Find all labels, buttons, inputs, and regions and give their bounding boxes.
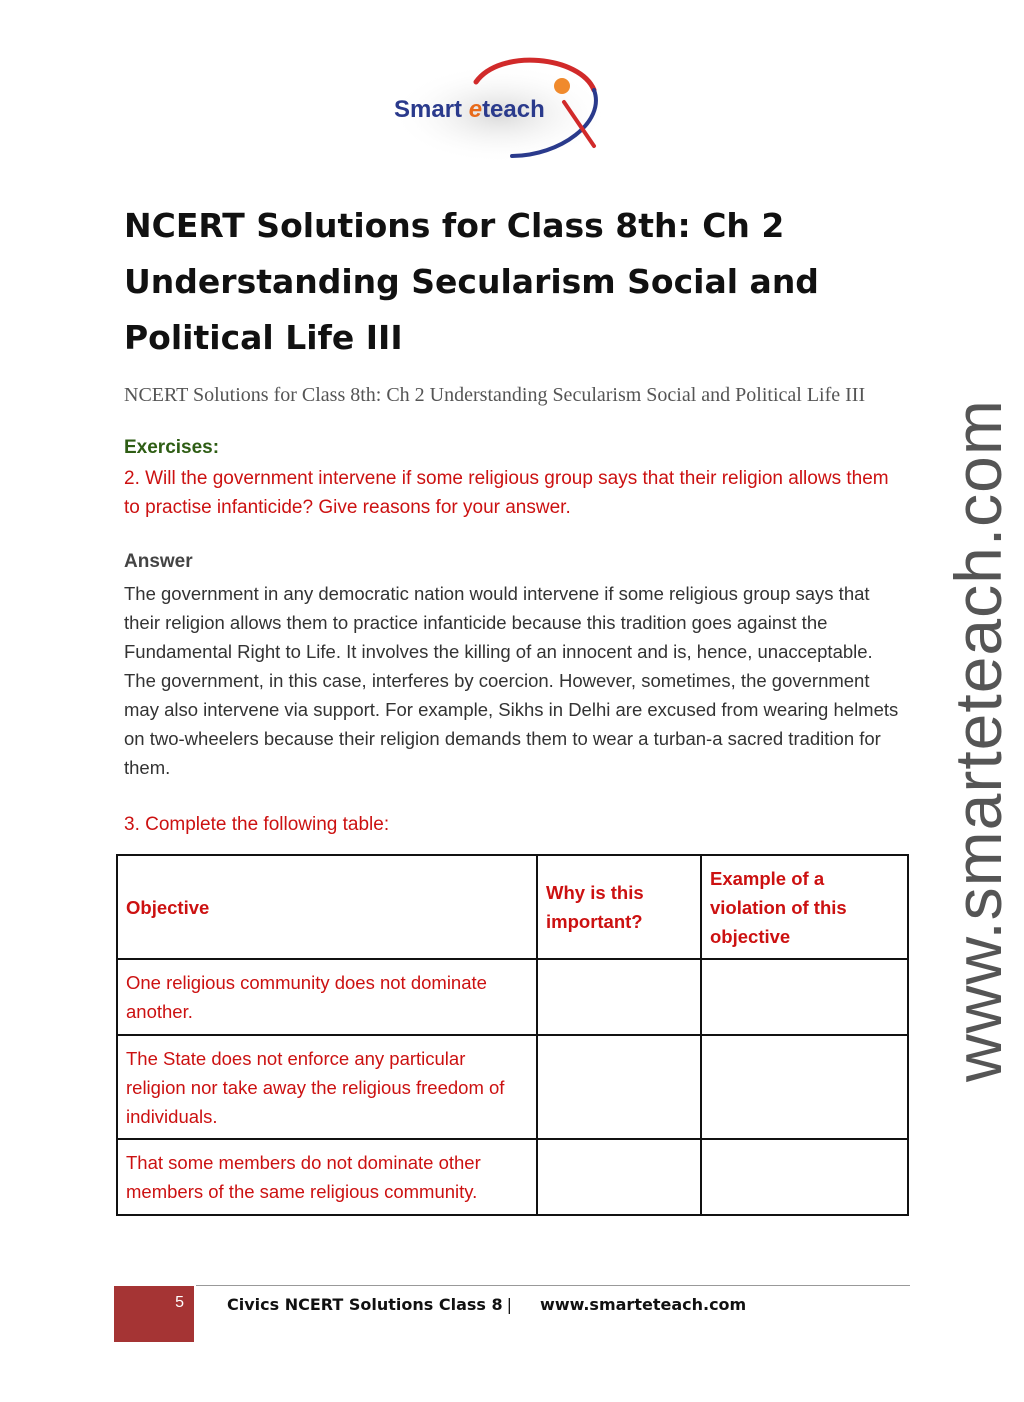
table-cell-objective: One religious community does not dominate another.: [117, 959, 537, 1035]
exercises-heading: Exercises:: [124, 437, 220, 458]
table-cell-example: [701, 1139, 908, 1215]
table-cell-why: [537, 1035, 701, 1139]
question-3: 3. Complete the following table:: [124, 814, 390, 835]
footer-separator: |: [506, 1295, 513, 1314]
smart-eteach-logo: [380, 52, 620, 172]
table-cell-example: [701, 1035, 908, 1139]
table-row: [117, 959, 908, 1035]
footer-divider: [196, 1285, 910, 1286]
footer-page-box: [114, 1286, 194, 1342]
footer-text: [227, 1295, 746, 1314]
table-cell-objective: The State does not enforce any particular religion nor take away the religious freedom of individuals.: [117, 1035, 537, 1139]
table-cell-why: [537, 959, 701, 1035]
vertical-watermark: www.smarteteach.com: [941, 399, 1015, 1082]
footer-url: www.smarteteach.com: [540, 1295, 747, 1314]
page-subtitle: NCERT Solutions for Class 8th: Ch 2 Understanding Secularism Social and Political Life III: [124, 384, 866, 406]
header-objective: Objective: [117, 855, 537, 959]
table-cell-objective: That some members do not dominate other members of the same religious community.: [117, 1139, 537, 1215]
answer-heading: Answer: [124, 551, 193, 572]
answer-text: The government in any democratic nation would intervene if some religious group says that their religion allows them to practice infanticide because this tradition goes against the Fundamental Right to Life. It involves the killing of an innocent and is, hence, unacceptable. The government, in this case, interferes by coercion. However, sometimes, the government may also intervene via support. For example, Sikhs in Delhi are excused from wearing helmets on two-wheelers because their religion demands them to wear a turban-a sacred tradition for them.: [124, 583, 899, 778]
table-header-row: [117, 855, 908, 959]
page-number: 5: [175, 1294, 184, 1311]
logo-wordmark: Smart eteach: [394, 96, 545, 123]
table-cell-why: [537, 1139, 701, 1215]
objectives-table: [116, 854, 909, 1216]
page-title: NCERT Solutions for Class 8th: Ch 2 Understanding Secularism Social and Political Life III: [124, 206, 819, 357]
header-why-important: Why is this important?: [537, 855, 701, 959]
table-row: [117, 1035, 908, 1139]
header-violation-example: Example of a violation of this objective: [701, 855, 908, 959]
table-row: [117, 1139, 908, 1215]
question-2: 2. Will the government intervene if some religious group says that their religion allows them to practise infanticide? Give reasons for your answer.: [124, 468, 889, 518]
footer-label: Civics NCERT Solutions Class 8: [227, 1295, 503, 1314]
table-cell-example: [701, 959, 908, 1035]
